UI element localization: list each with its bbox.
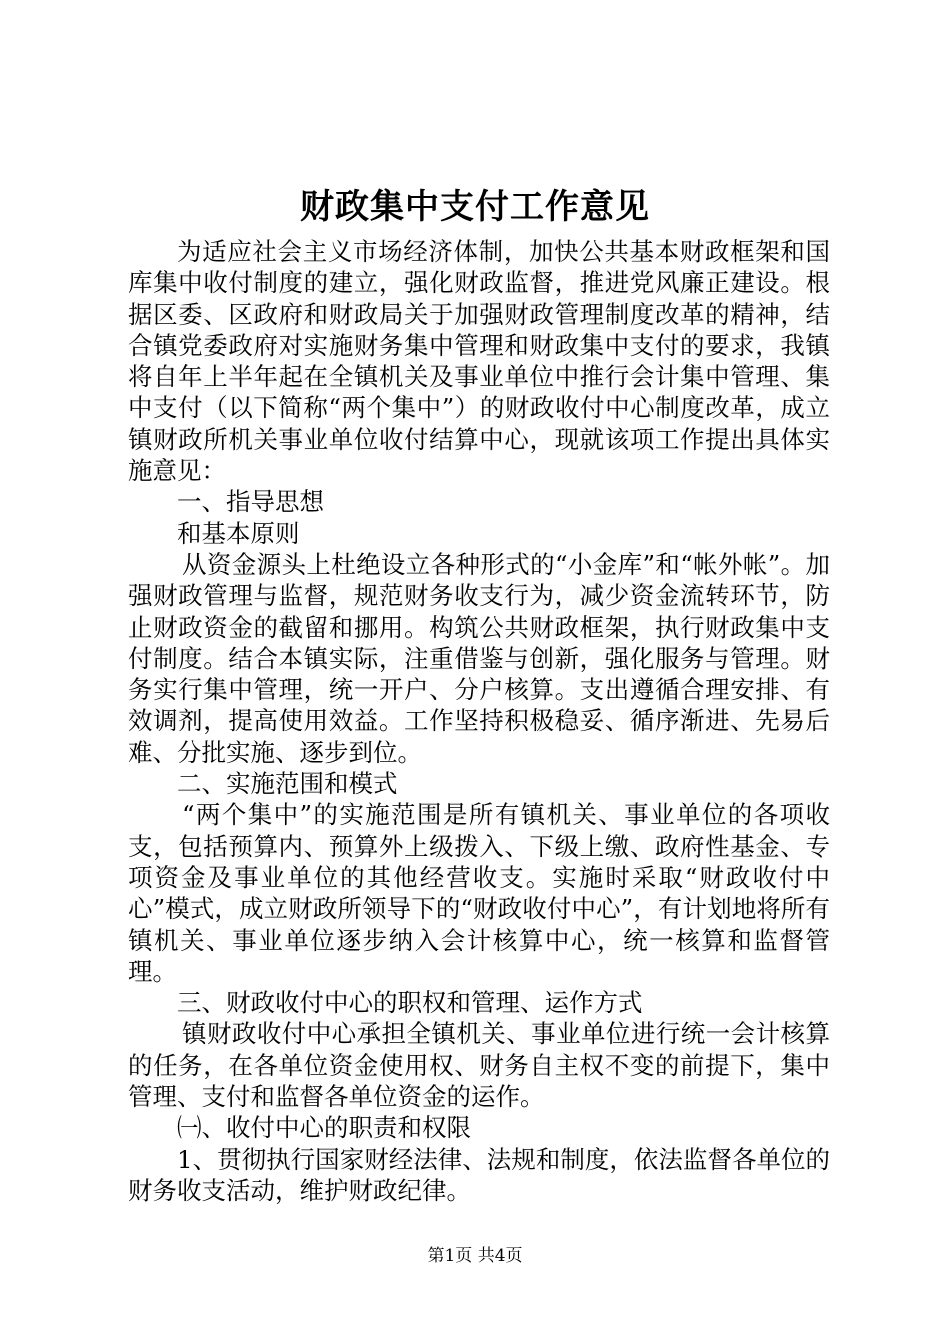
heading-basic-principles: 和基本原则	[177, 518, 300, 548]
heading-guiding-thought: 一、指导思想	[177, 487, 324, 517]
heading-center-duties: 三、财政收付中心的职权和管理、运作方式	[177, 988, 643, 1018]
paragraph-principles: 从资金源头上杜绝设立各种形式的“小金库”和“帐外帐”。加强财政管理与监督，规范财务收支行为，减少资金流转环节，防止财政资金的截留和挪用。构筑公共财政框架，执行财政集中支付制度。结合本镇实际，注重借鉴与创新，强化服务与管理。财务实行集中管理，统一开户、分户核算。支出遵循合理安排、有效调剂，提高使用效益。工作坚持积极稳妥、循序渐进、先易后难、分批实施、逐步到位。	[128, 549, 830, 767]
paragraph-center: 镇财政收付中心承担全镇机关、事业单位进行统一会计核算的任务，在各单位资金使用权、财务自主权不变的前提下，集中管理、支付和监督各单位资金的运作。	[128, 1019, 830, 1112]
document-title: 财政集中支付工作意见	[300, 187, 650, 227]
paragraph-intro: 为适应社会主义市场经济体制，加快公共基本财政框架和国库集中收付制度的建立，强化财政监督，推进党风廉正建设。根据区委、区政府和财政局关于加强财政管理制度改革的精神，结合镇党委政府对实施财务集中管理和财政集中支付的要求，我镇将自年上半年起在全镇机关及事业单位中推行会计集中管理、集中支付（以下简称“两个集中”）的财政收付中心制度改革，成立镇财政所机关事业单位收付结算中心，现就该项工作提出具体实施意见：	[128, 237, 830, 486]
page-footer: 第1页 共4页	[427, 1246, 523, 1266]
heading-scope-and-mode: 二、实施范围和模式	[177, 769, 398, 799]
heading-duties-and-powers: ㈠、收付中心的职责和权限	[177, 1113, 471, 1143]
document-body	[128, 236, 830, 1206]
paragraph-item-1: 1、贯彻执行国家财经法律、法规和制度，依法监督各单位的财务收支活动，维护财政纪律。	[128, 1144, 830, 1205]
paragraph-scope: “两个集中”的实施范围是所有镇机关、事业单位的各项收支，包括预算内、预算外上级拨入、下级上缴、政府性基金、专项资金及事业单位的其他经营收支。实施时采取“财政收付中心”模式，成立财政所领导下的“财政收付中心”，有计划地将所有镇机关、事业单位逐步纳入会计核算中心，统一核算和监督管理。	[128, 800, 830, 986]
